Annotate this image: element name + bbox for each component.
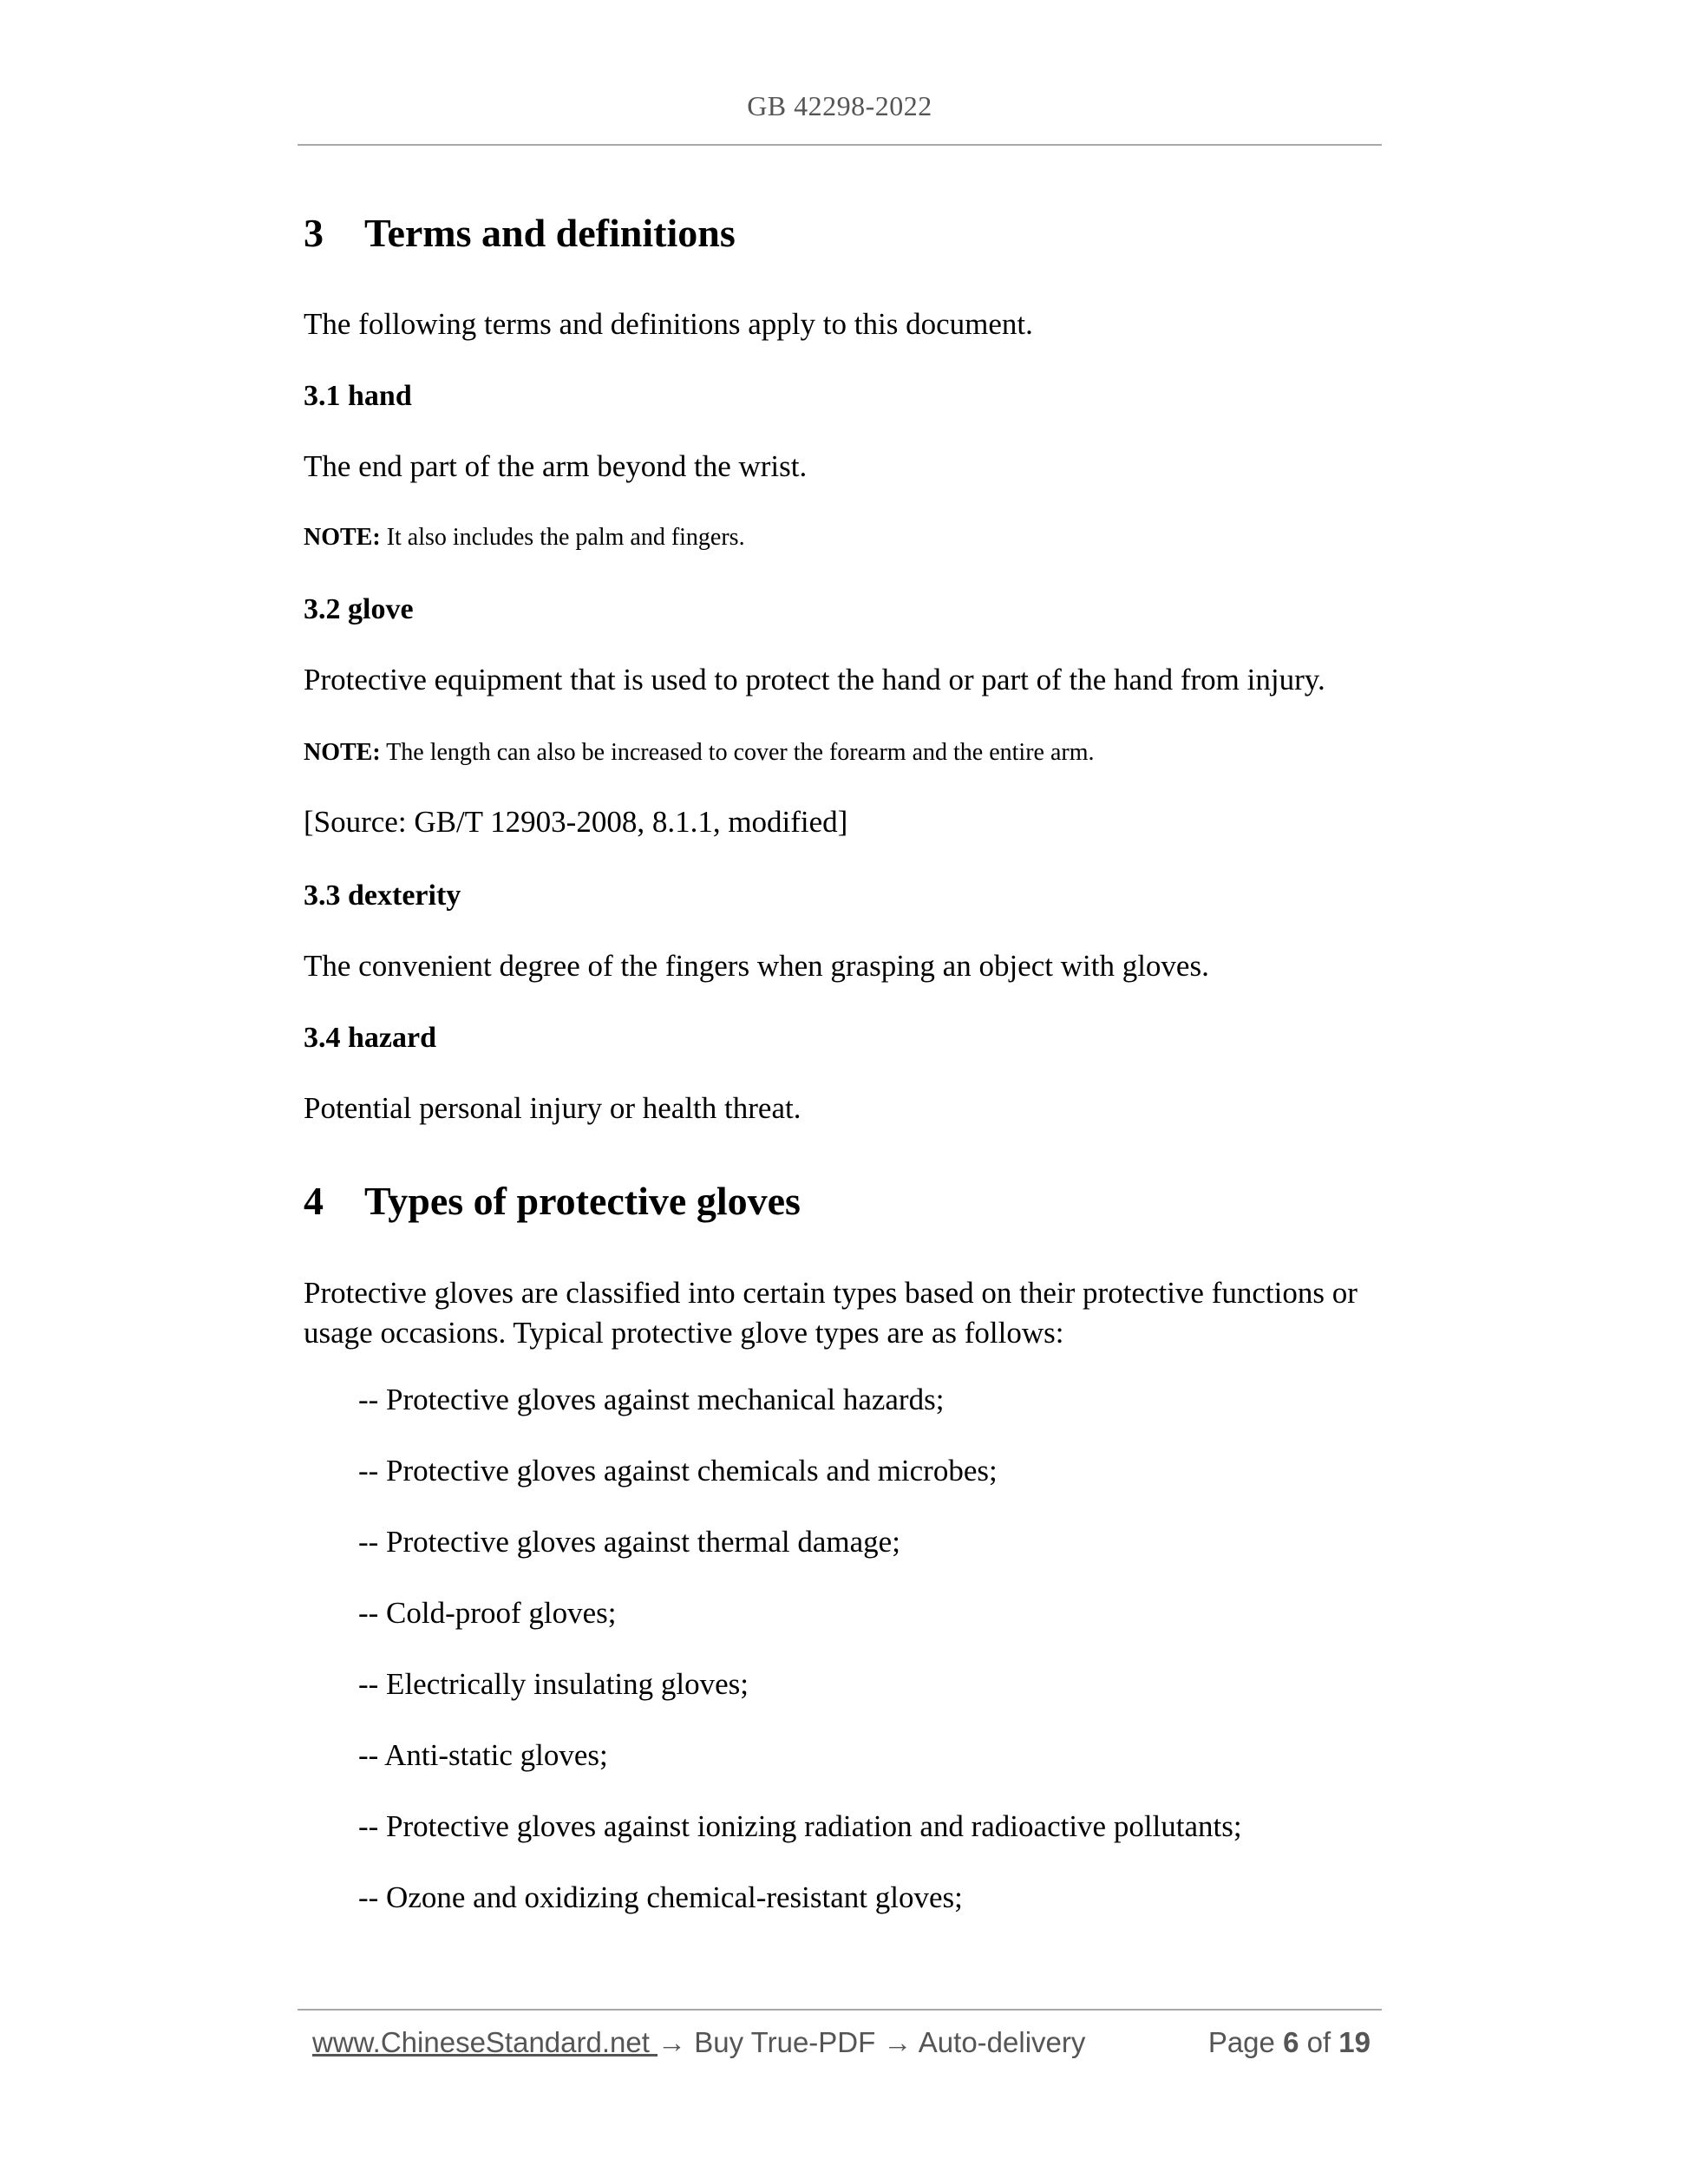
- term-3-2-definition: Protective equipment that is used to protect the hand or part of the hand from injury.: [304, 663, 1325, 696]
- of-label: of: [1299, 2026, 1339, 2058]
- section-4-heading: [304, 1178, 801, 1224]
- buy-true-pdf-text: Buy True-PDF: [686, 2026, 884, 2058]
- header-divider: [298, 144, 1382, 146]
- section-3-heading: [304, 210, 736, 256]
- page-label: Page: [1207, 2026, 1284, 2058]
- list-item: -- Protective gloves against chemicals and microbes;: [358, 1454, 998, 1488]
- arrow-right-icon: →: [883, 2026, 913, 2058]
- website-link[interactable]: www.ChineseStandard.net: [312, 2026, 658, 2058]
- list-item: -- Protective gloves against ionizing radiation and radioactive pollutants;: [358, 1809, 1242, 1843]
- footer-promo: [312, 2026, 1085, 2059]
- list-item: -- Anti-static gloves;: [358, 1738, 608, 1772]
- arrow-right-icon: →: [658, 2026, 687, 2058]
- footer-divider: [298, 2009, 1382, 2011]
- list-item: -- Protective gloves against mechanical hazards;: [358, 1383, 945, 1416]
- section-4-intro: Protective gloves are classified into certain types based on their protective functions or usage occasions. Typical protective glove types are as follows:: [304, 1276, 1358, 1350]
- section-number: 4: [304, 1179, 324, 1223]
- note-text: It also includes the palm and fingers.: [380, 524, 745, 551]
- section-number: 3: [304, 211, 324, 255]
- note-label: NOTE:: [304, 524, 381, 551]
- section-title: Terms and definitions: [364, 211, 736, 255]
- term-3-2-note: [304, 739, 1094, 767]
- term-3-4-definition: Potential personal injury or health threat.: [304, 1091, 801, 1125]
- section-title: Types of protective gloves: [364, 1179, 801, 1223]
- term-3-2-heading: 3.2 glove: [304, 593, 414, 625]
- list-item: -- Ozone and oxidizing chemical-resistant gloves;: [358, 1880, 963, 1914]
- list-item: -- Electrically insulating gloves;: [358, 1667, 749, 1701]
- list-item: -- Cold-proof gloves;: [358, 1596, 617, 1630]
- page-current: 6: [1283, 2026, 1299, 2058]
- term-3-3-definition: The convenient degree of the fingers when grasping an object with gloves.: [304, 949, 1209, 983]
- list-item: -- Protective gloves against thermal damage;: [358, 1525, 900, 1559]
- page-footer: [312, 2026, 1371, 2064]
- note-text: The length can also be increased to cover the forearm and the entire arm.: [380, 739, 1095, 766]
- page-total: 19: [1338, 2026, 1371, 2058]
- section-3-intro: The following terms and definitions apply to this document.: [304, 307, 1033, 341]
- auto-delivery-text: Auto-delivery: [912, 2026, 1086, 2058]
- term-3-3-heading: 3.3 dexterity: [304, 879, 461, 912]
- term-3-1-definition: The end part of the arm beyond the wrist.: [304, 449, 808, 483]
- term-3-1-note: [304, 524, 745, 552]
- note-label: NOTE:: [304, 739, 381, 766]
- term-3-1-heading: 3.1 hand: [304, 380, 412, 412]
- term-3-4-heading: 3.4 hazard: [304, 1022, 436, 1054]
- term-3-2-source: [Source: GB/T 12903-2008, 8.1.1, modified]: [304, 805, 848, 839]
- document-header: GB 42298-2022: [747, 90, 932, 121]
- page-indicator: [1208, 2026, 1371, 2059]
